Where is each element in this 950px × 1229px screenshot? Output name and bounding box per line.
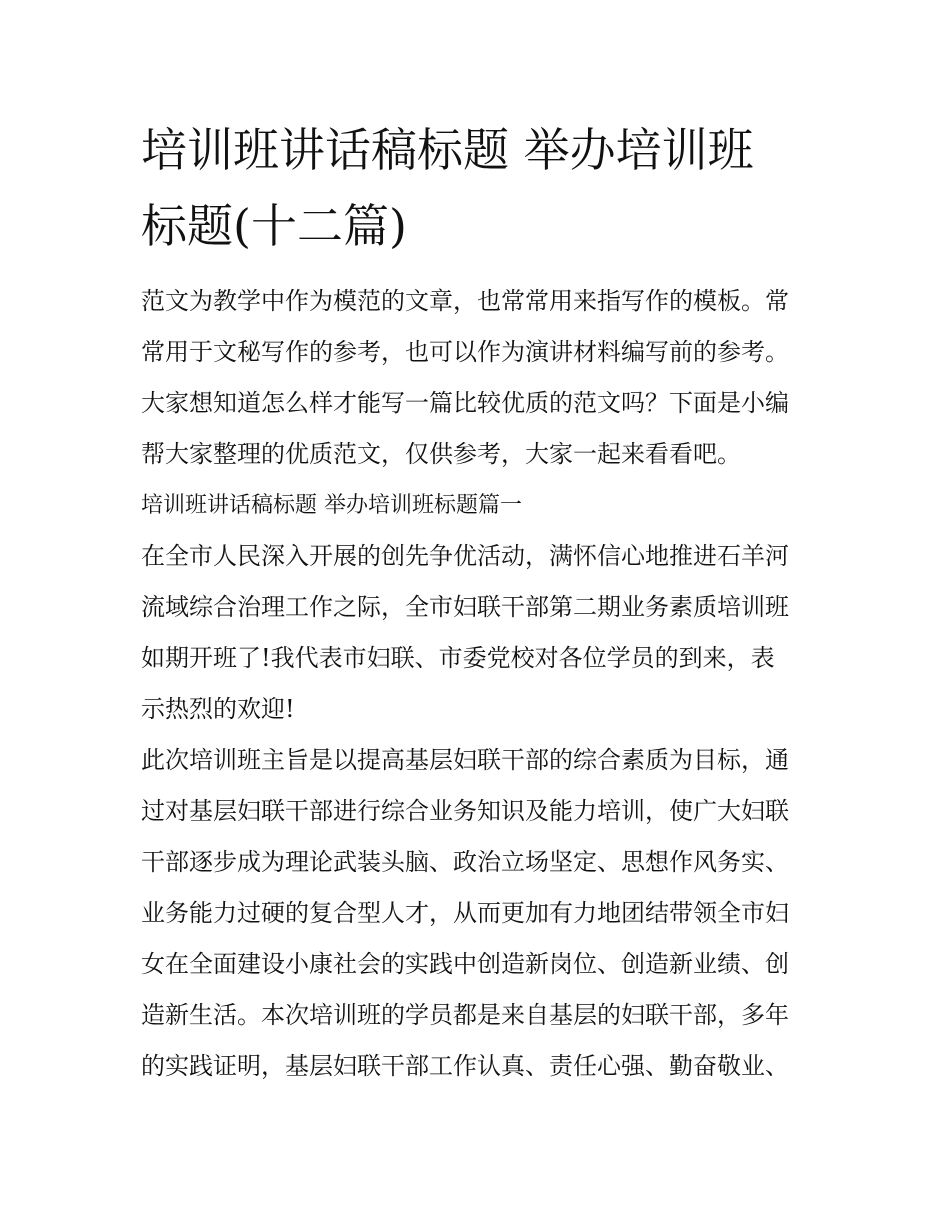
section-heading: 培训班讲话稿标题 举办培训班标题篇一 <box>141 493 522 518</box>
text-line: 如期开班了!我代表市妇联、市委党校对各位学员的到来，表 <box>141 644 775 672</box>
paragraph-1 <box>141 531 821 735</box>
text-line: 造新生活。本次培训班的学员都是来自基层的妇联干部，多年 <box>141 1001 789 1029</box>
text-line: 过对基层妇联干部进行综合业务知识及能力培训，使广大妇联 <box>141 797 789 825</box>
text-line: 女在全面建设小康社会的实践中创造新岗位、创造新业绩、创 <box>141 950 789 978</box>
document-content <box>141 112 821 1092</box>
text-line: 干部逐步成为理论武装头脑、政治立场坚定、思想作风务实、 <box>141 848 789 876</box>
paragraph-2 <box>141 735 821 1092</box>
text-line: 的实践证明，基层妇联干部工作认真、责任心强、勤奋敬业、 <box>141 1052 789 1080</box>
document-title <box>141 112 821 264</box>
text-line: 大家想知道怎么样才能写一篇比较优质的范文吗？下面是小编 <box>141 389 789 417</box>
text-line: 业务能力过硬的复合型人才，从而更加有力地团结带领全市妇 <box>141 899 789 927</box>
text-line: 在全市人民深入开展的创先争优活动，满怀信心地推进石羊河 <box>141 542 789 570</box>
text-line: 帮大家整理的优质范文，仅供参考，大家一起来看看吧。 <box>141 440 741 468</box>
text-line: 常用于文秘写作的参考，也可以作为演讲材料编写前的参考。 <box>141 338 789 366</box>
intro-paragraph <box>141 276 821 480</box>
text-line: 流域综合治理工作之际，全市妇联干部第二期业务素质培训班 <box>141 593 789 621</box>
text-line: 示热烈的欢迎! <box>141 695 295 723</box>
title-line: 标题(十二篇) <box>141 199 407 253</box>
text-line: 范文为教学中作为模范的文章，也常常用来指写作的模板。常 <box>141 287 789 315</box>
text-line: 此次培训班主旨是以提高基层妇联干部的综合素质为目标，通 <box>141 746 789 774</box>
document-body <box>141 276 821 1092</box>
title-line: 培训班讲话稿标题 举办培训班 <box>141 123 754 177</box>
